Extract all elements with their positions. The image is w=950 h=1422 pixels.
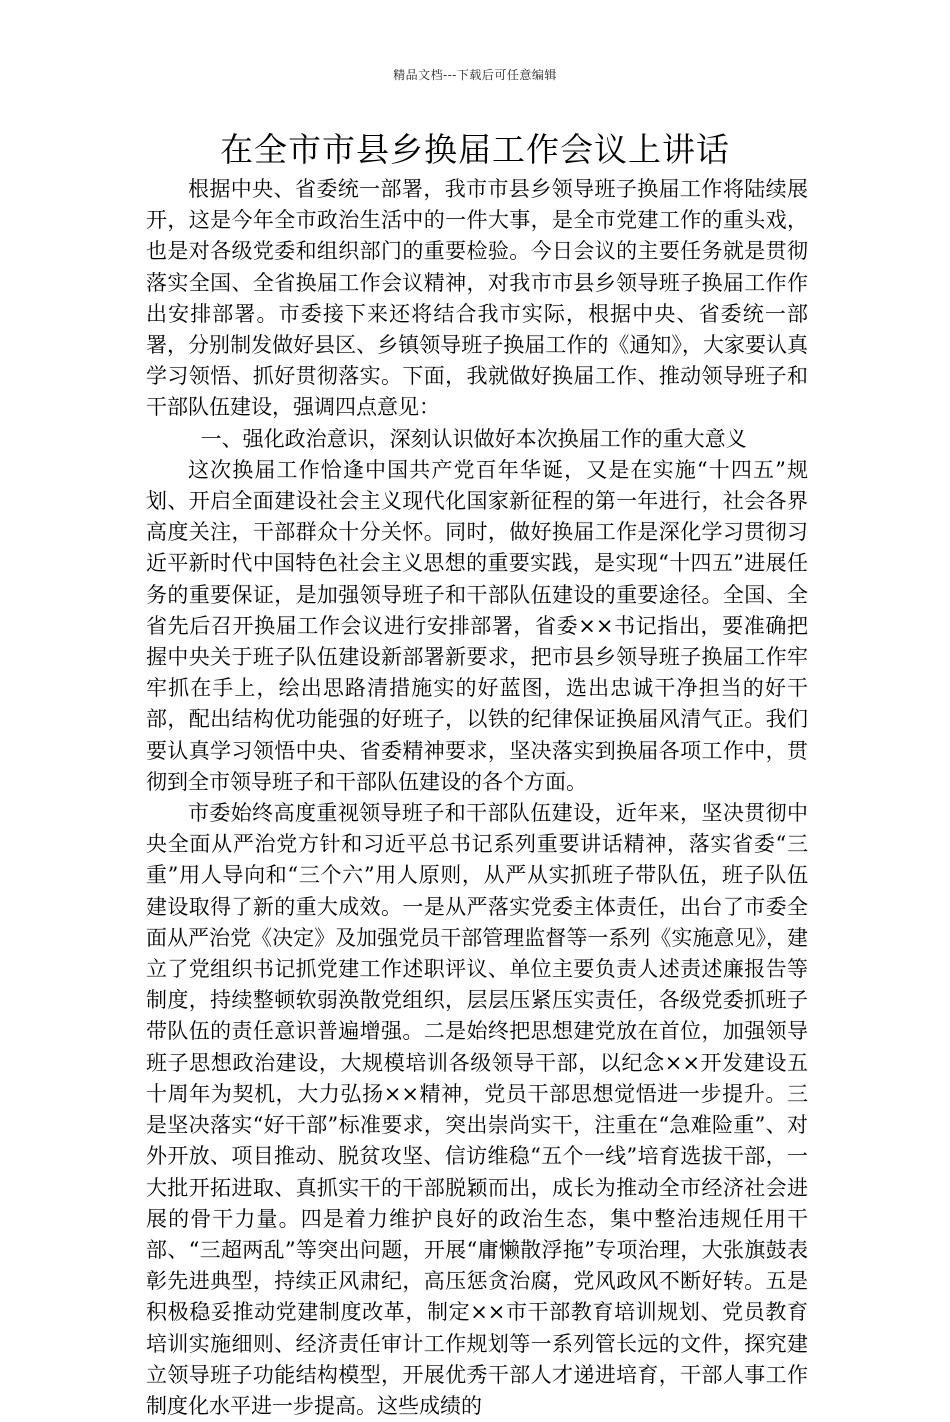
- paragraph-intro: 根据中央、省委统一部署，我市市县乡领导班子换届工作将陆续展开，这是今年全市政治生活中的一件大事，是全市党建工作的重头戏，也是对各级党委和组织部门的重要检验。今日会议的主要任务就是贯彻落实全国、全省换届工作会议精神，对我市市县乡领导班子换届工作作出安排部署。市委接下来还将结合我市实际，根据中央、省委统一部署，分别制发做好县区、乡镇领导班子换届工作的《通知》，大家要认真学习领悟、抓好贯彻落实。下面，我就做好换届工作、推动领导班子和干部队伍建设，强调四点意见：: [146, 177, 808, 420]
- page-header-watermark: 精品文档---下载后可任意编辑: [393, 68, 557, 82]
- document-title: 在全市市县乡换届工作会议上讲话: [220, 130, 730, 169]
- paragraph-significance: 这次换届工作恰逢中国共产党百年华诞，又是在实施“十四五”规划、开启全面建设社会主义现代化国家新征程的第一年进行，社会各界高度关注，干部群众十分关怀。同时，做好换届工作是深化学习贯彻习近平新时代中国特色社会主义思想的重要实践，是实现“十四五”进展任务的重要保证，是加强领导班子和干部队伍建设的重要途径。全国、全省先后召开换届工作会议进行安排部署，省委××书记指出，要准确把握中央关于班子队伍建设新部署新要求，把市县乡领导班子换届工作牢牢抓在手上，绘出思路清措施实的好蓝图，选出忠诚干净担当的好干部，配出结构优功能强的好班子，以铁的纪律保证换届风清气正。我们要认真学习领悟中央、省委精神要求，坚决落实到换届各项工作中，贯彻到全市领导班子和干部队伍建设的各个方面。: [146, 457, 808, 794]
- paragraph-achievements: 市委始终高度重视领导班子和干部队伍建设，近年来，坚决贯彻中央全面从严治党方针和习近平总书记系列重要讲话精神，落实省委“三重”用人导向和“三个六”用人原则，从严从实抓班子带队伍，班子队伍建设取得了新的重大成效。一是从严落实党委主体责任，出台了市委全面从严治党《决定》及加强党员干部管理监督等一系列《实施意见》，建立了党组织书记抓党建工作述职评议、单位主要负责人述责述廉报告等制度，持续整顿软弱涣散党组织，层层压紧压实责任，各级党委抓班子带队伍的责任意识普遍增强。二是始终把思想建党放在首位，加强领导班子思想政治建设，大规模培训各级领导干部，以纪念××开发建设五十周年为契机，大力弘扬××精神，党员干部思想觉悟进一步提升。三是坚决落实“好干部”标准要求，突出崇尚实干，注重在“急难险重”、对外开放、项目推动、脱贫攻坚、信访维稳“五个一线”培育选拔干部，一大批开拓进取、真抓实干的干部脱颖而出，成长为推动全市经济社会进展的骨干力量。四是着力维护良好的政治生态，集中整治违规任用干部、“三超两乱”等突出问题，开展“庸懒散浮拖”专项治理，大张旗鼓表彰先进典型，持续正风肃纪，高压惩贪治腐，党风政风不断好转。五是积极稳妥推动党建制度改革，制定××市干部教育培训规划、党员教育培训实施细则、经济责任审计工作规划等一系列管长远的文件，探究建立领导班子功能结构模型，开展优秀干部人才递进培育，干部人事工作制度化水平进一步提高。这些成绩的: [146, 801, 808, 1418]
- document-body: [146, 174, 808, 1422]
- section-heading-1: 一、强化政治意识，深刻认识做好本次换届工作的重大意义: [200, 426, 747, 451]
